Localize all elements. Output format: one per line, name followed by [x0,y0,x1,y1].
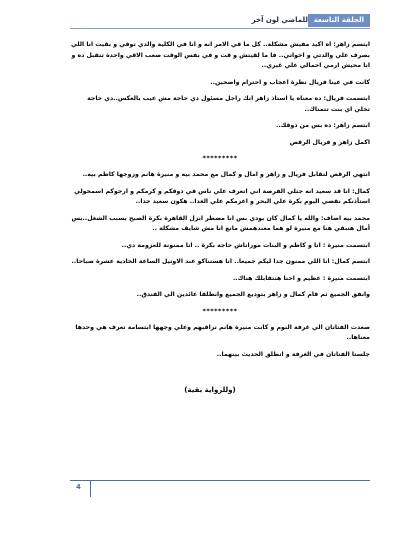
paragraph: انتهي الرقص لتقابل فريال و زاهر و امال و كمال مع محمد بيه و منيرة هانم وزوجها كاظم بيه.. [82,171,370,178]
document-body [70,40,370,366]
section-separator: ********* [202,154,238,162]
page-header [70,14,370,29]
paragraph: ابتسم زاهر: اه اكيد مفيش مشكلة.. كل ما في الامر انه و انا في الكلية والدي توفي و بقيت انا اللي بصرف علي والدتي و اخواتي.. فا ما لقيتش و قت و في نفس الوقت صعب الاقي واحدة تتقبل ده و انا محيش ارمي احمالي علي غيري.. [70,41,370,69]
paragraph: كمال: انا قد سعيد انه جتلي الفرصة اني اتعرف علي ناس في ذوقكم و كرمكم و ارجوكم اسمحولي استأذنكم نقضي اليوم بكرة علي البحر و اعزمكم علي الغدا.. هكون سعيد جدا.. [74,187,370,205]
paragraph: ابتسمت منيرة : عظيم و احنا هنتقابلك هناك.. [232,274,370,282]
paragraph: صعدت الفتاتان الي غرفة النوم و كانت منيرة هانم تراقبهم وعلي وجهها ابتسامة تعرف هي وحدها معناها.. [75,323,370,341]
page-number: 4 [76,483,81,491]
paragraph: وانفق الجميع ثم قام كمال و زاهر بتوديع الجميع وانطلقا عائدين الي الفندق.. [136,291,370,298]
footer-divider [90,481,91,497]
paragraph: ابتسمت فريال: ده معناه يا استاذ زاهر انك راجل مسئول دي حاجة مش عيب بالعكس..دي حاجة تخلي اي بنت تتمناك.. [87,95,370,113]
section-separator: ********* [202,306,238,315]
chapter-tag: الحلقة التاسعة [308,14,370,27]
paragraph: جلستا الفتاتان في الغرفة و انطلق الحديث بينهما.. [216,350,370,358]
paragraph: ابتسم زاهر: ده بس من ذوقك.. [275,122,370,129]
paragraph: اكمل زاهر و فريال الرقص [289,138,370,146]
page-footer [70,480,370,497]
book-title: للماضي لون آخر [251,16,308,24]
paragraph: كانت في عينا فريال نظرة اعجاب و احترام واضحين.. [210,78,370,86]
to-be-continued: (وللرواية بقية) [184,386,236,394]
paragraph: ابتسمت منيرة : انا و كاظم و البنات موراناش حاجة بكرة .. انا ممنونة للعزومة دي.. [121,241,370,249]
paragraph: ابتسم كمال: انا اللي ممنون جدا ليكم جميعا.. انا هستناكو عند الاوتيل الساعة الحادية عشرة صباحا.. [71,258,370,265]
paragraph: محمد بيه اضاف: والله يا كمال كان بودي بس انا مضطر انزل القاهرة بكرة الصبح بسبب الشغل..بس أمال هتبقي هنا مع منيرة لو هما معندهمش مانع انا مش شايف مشكلة .. [71,214,370,232]
